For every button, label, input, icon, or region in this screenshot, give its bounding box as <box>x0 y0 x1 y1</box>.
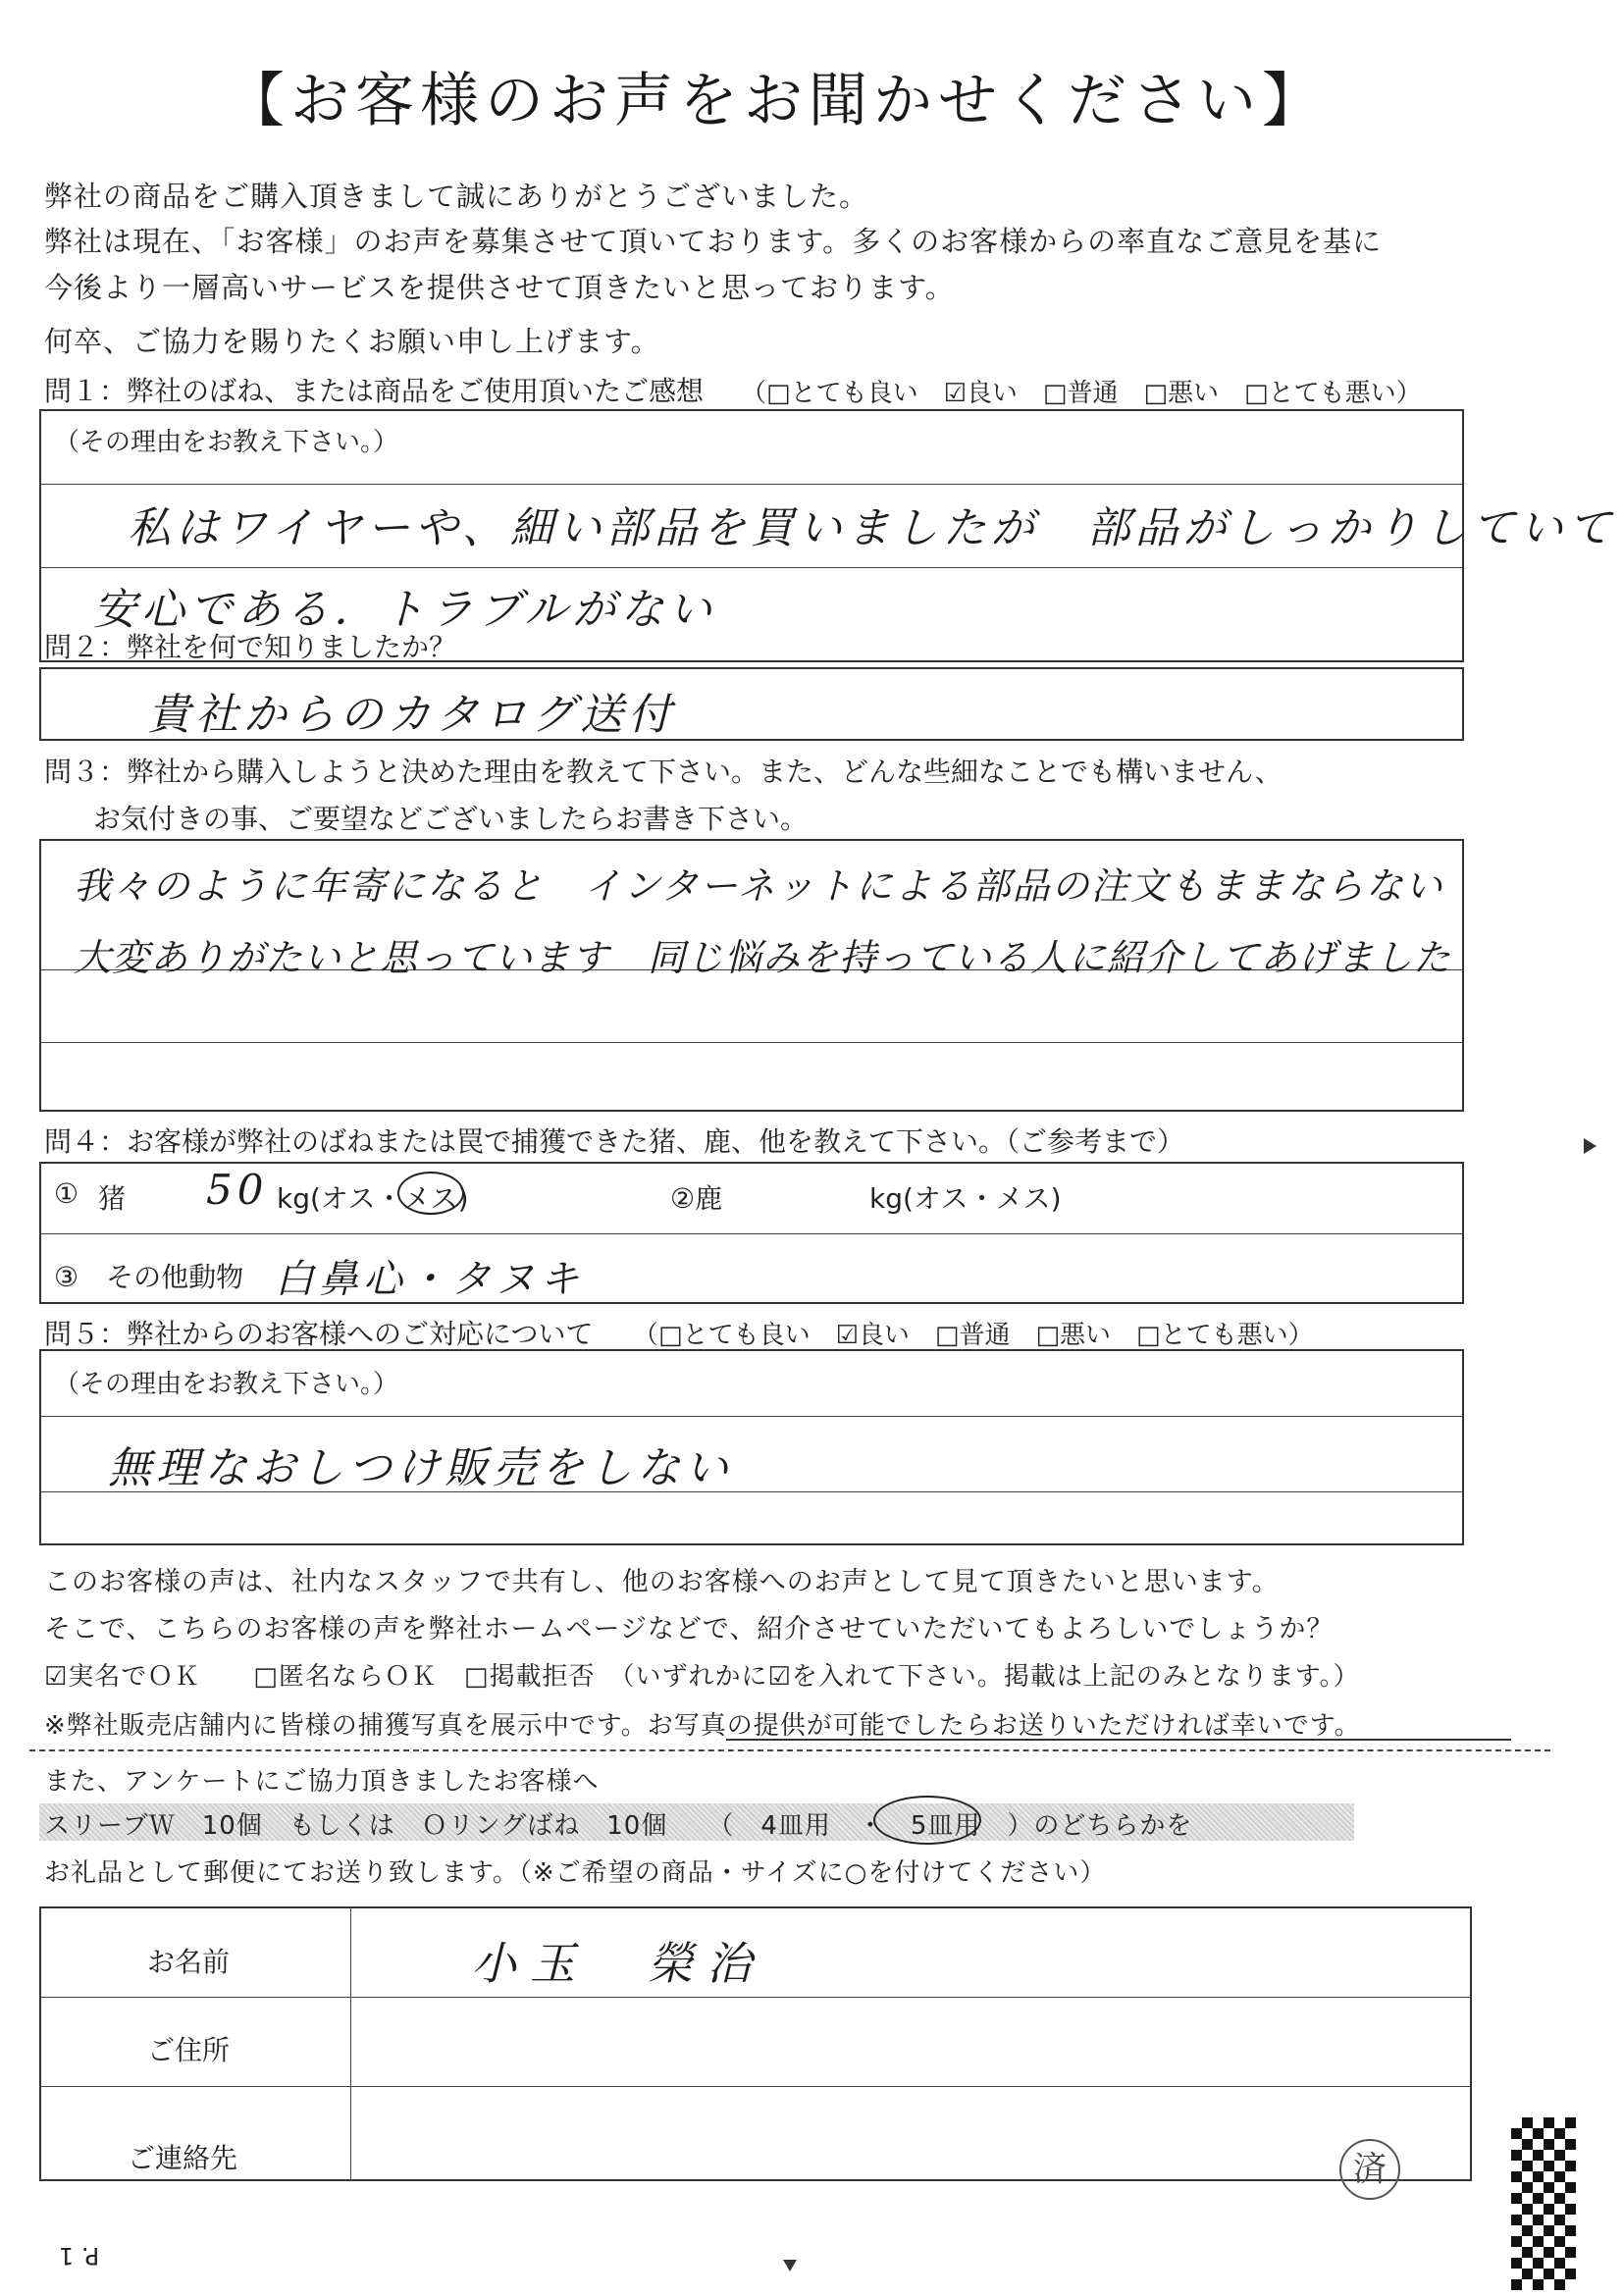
q1-reason-prompt: （その理由をお教え下さい。） <box>54 428 399 457</box>
q1-options[interactable]: （□とても良い ☑良い □普通 □悪い □とても悪い） <box>741 379 1422 408</box>
q3-answer-line-1: 我々のように年寄になると インターネットによる部品の注文もままならない <box>74 864 1444 908</box>
page-number: P. 1 <box>59 2242 100 2270</box>
q4-other-answer: 白鼻心・タヌキ <box>275 1257 584 1302</box>
processed-stamp: 済 <box>1339 2139 1400 2200</box>
share-line-1: このお客様の声は、社内なスタッフで共有し、他のお客様へのお声として見て頂きたいと思います。 <box>44 1567 1280 1597</box>
q3-label-line-1: 問３：弊社から購入しようと決めた理由を教えて下さい。また、どんな些細なことでも構いません、 <box>44 756 1283 788</box>
divider <box>39 484 1464 485</box>
q4-deer-unit: kg(オス・メス) <box>869 1182 1062 1215</box>
divider <box>39 1233 1464 1234</box>
address-label: ご住所 <box>147 2034 231 2066</box>
q5-label: 問５：弊社からのお客様へのご対応について <box>44 1318 594 1350</box>
share-line-2: そこで、こちらのお客様の声を弊社ホームページなどで、紹介させていただいてもよろしいでしょうか？ <box>44 1614 1335 1644</box>
q5-reason-prompt: （その理由をお教え下さい。） <box>54 1370 399 1399</box>
share-options[interactable]: ☑実名でＯＫ □匿名ならＯＫ □掲載拒否 （いずれかに☑を入れて下さい。掲載は上記のみとなります。） <box>44 1662 1360 1692</box>
divider <box>39 2086 1472 2087</box>
underline <box>726 1739 1511 1741</box>
gift-line-1: また、アンケートにご協力頂きましたお客様へ <box>44 1767 600 1797</box>
intro-line-3: 今後より一層高いサービスを提供させて頂きたいと思っております。 <box>44 271 955 304</box>
divider <box>39 567 1464 568</box>
registration-checker <box>1511 2117 1576 2290</box>
q1-answer-line-1: 私はワイヤーや、細い部品を買いましたが 部品がしっかりしていて <box>128 503 1616 553</box>
intro-line-4: 何卒、ご協力を賜りたくお願い申し上げます。 <box>44 325 660 358</box>
bottom-arrow-icon <box>783 2260 797 2271</box>
q1-answer-line-2: 安心である．トラブルがない <box>93 585 717 635</box>
side-arrow-icon <box>1584 1138 1597 1154</box>
divider <box>350 1906 351 2181</box>
gift-line-3: お礼品として郵便にてお送り致します。（※ご希望の商品・サイズに○を付けてください） <box>44 1858 1107 1888</box>
q4-deer-label: ②鹿 <box>670 1182 723 1215</box>
phone-label: ご連絡先 <box>128 2142 238 2174</box>
page-title: 【お客様のお声をお聞かせください】 <box>226 67 1327 135</box>
q4-boar-label: 猪 <box>98 1182 127 1215</box>
q3-label-line-2: お気付きの事、ご要望などございましたらお書き下さい。 <box>93 803 809 835</box>
intro-line-2: 弊社は現在、「お客様」のお声を募集させて頂いております。多くのお客様からの率直なご意見を基に <box>44 225 1383 258</box>
gift-line-2: スリーブＷ 10個 もしくは Ｏリングばね 10個 （ 4皿用 ・ 5皿用 ）のどちらかを <box>44 1811 1193 1841</box>
selected-size-circle <box>873 1796 981 1845</box>
q4-boar-number: ① <box>54 1177 79 1210</box>
q1-label: 問１：弊社のばね、または商品をご使用頂いたご感想 <box>44 375 705 407</box>
q2-label: 問２：弊社を何で知りましたか？ <box>44 631 457 663</box>
name-value: 小玉 榮治 <box>471 1937 765 1990</box>
intro-line-1: 弊社の商品をご購入頂きまして誠にありがとうございました。 <box>44 180 869 213</box>
divider <box>39 1042 1464 1043</box>
q3-answer-line-2: 大変ありがたいと思っています 同じ悩みを持っている人に紹介してあげました <box>74 936 1452 979</box>
q4-boar-weight: 50 <box>206 1166 269 1214</box>
q4-label: 問４：お客様が弊社のばねまたは罠で捕獲できた猪、鹿、他を教えて下さい。（ご参考まで） <box>44 1125 1185 1158</box>
q5-answer: 無理なおしつけ販売をしない <box>108 1443 733 1493</box>
divider <box>39 1997 1472 1998</box>
name-label: お名前 <box>147 1946 231 1978</box>
q2-answer: 貴社からのカタログ送付 <box>147 690 676 740</box>
q5-options[interactable]: （□とても良い ☑良い □普通 □悪い □とても悪い） <box>633 1321 1314 1350</box>
selected-female-circle <box>397 1172 464 1215</box>
photo-note: ※弊社販売店舗内に皆様の捕獲写真を展示中です。お写真の提供が可能でしたらお送りいただければ幸いです。 <box>44 1711 1361 1741</box>
divider <box>39 1416 1464 1417</box>
q4-other-label: ③ その他動物 <box>54 1261 244 1293</box>
cut-line <box>29 1749 1550 1751</box>
q4-boar-unit: kg(オス・メス) <box>277 1182 469 1215</box>
